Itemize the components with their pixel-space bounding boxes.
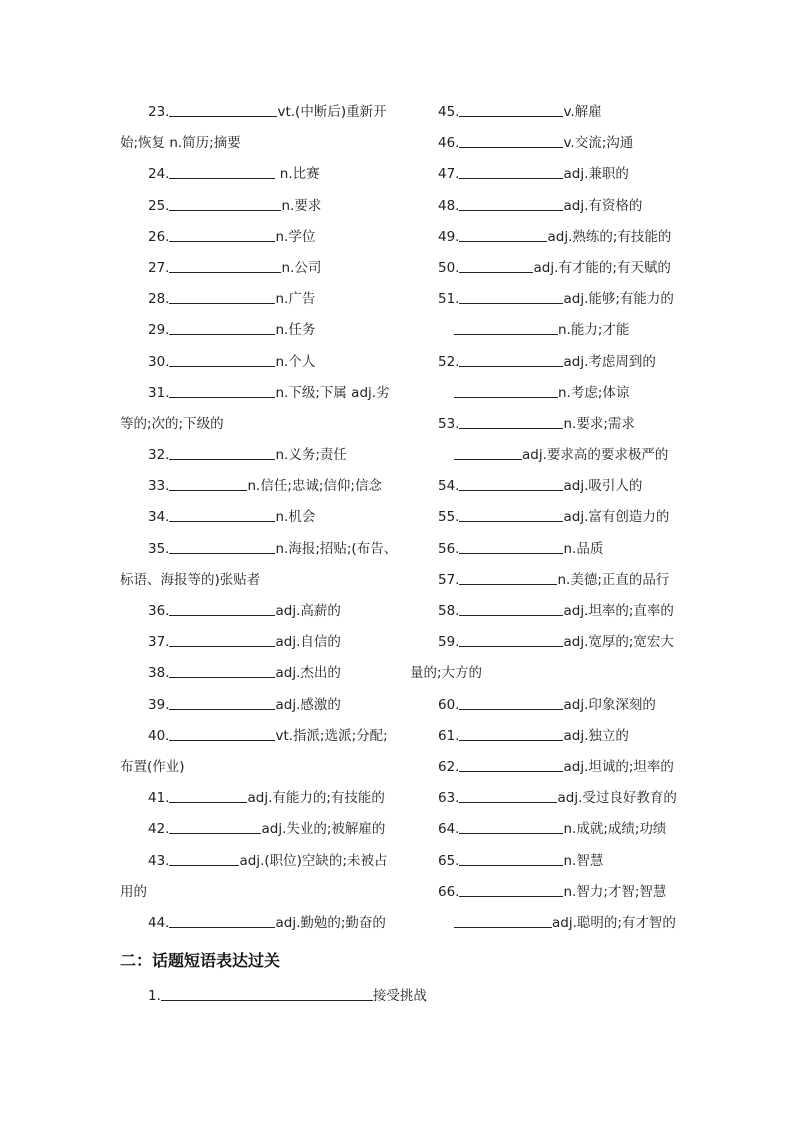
item-number: 44. bbox=[148, 914, 170, 931]
vocab-item bbox=[410, 569, 680, 600]
answer-blank[interactable] bbox=[169, 913, 275, 928]
vocab-item bbox=[410, 818, 680, 849]
item-meaning: n.信任;忠诚;信仰;信念 bbox=[247, 478, 382, 495]
answer-blank[interactable] bbox=[169, 476, 247, 491]
vocab-text-continuation bbox=[120, 756, 390, 787]
vocab-item bbox=[410, 881, 680, 912]
vocab-item-continuation bbox=[410, 912, 680, 943]
vocab-item-continuation bbox=[410, 382, 680, 413]
item-number: 46. bbox=[438, 135, 460, 152]
vocab-item bbox=[120, 101, 390, 132]
answer-blank[interactable] bbox=[459, 507, 563, 522]
item-number: 47. bbox=[438, 166, 460, 183]
answer-blank[interactable] bbox=[454, 445, 522, 460]
item-meaning: n.海报;招贴;(布告、 bbox=[275, 540, 398, 557]
item-meaning: adj.自信的 bbox=[275, 634, 341, 651]
vocab-item bbox=[410, 257, 680, 288]
item-meaning: adj.宽厚的;宽宏大 bbox=[563, 634, 674, 651]
item-meaning: 布置(作业) bbox=[120, 758, 185, 775]
item-number: 37. bbox=[148, 634, 170, 651]
item-meaning: 用的 bbox=[120, 883, 147, 900]
item-meaning: v.解雇 bbox=[563, 104, 602, 120]
item-meaning: adj.高薪的 bbox=[275, 603, 341, 619]
vocab-column-left bbox=[120, 101, 398, 943]
vocab-item bbox=[120, 725, 390, 756]
vocab-item bbox=[410, 475, 680, 506]
item-meaning: n.美德;正直的品行 bbox=[557, 571, 670, 588]
vocab-item-continuation bbox=[410, 444, 680, 475]
vocab-item bbox=[120, 257, 390, 288]
answer-blank[interactable] bbox=[459, 851, 563, 866]
item-meaning: adj.失业的;被解雇的 bbox=[261, 821, 386, 838]
answer-blank[interactable] bbox=[169, 352, 275, 367]
vocab-item bbox=[120, 444, 390, 475]
answer-blank[interactable] bbox=[169, 663, 275, 678]
vocab-item bbox=[120, 662, 390, 693]
answer-blank[interactable] bbox=[169, 258, 281, 273]
answer-blank[interactable] bbox=[459, 289, 563, 304]
item-meaning: adj.兼职的 bbox=[563, 166, 629, 183]
item-meaning: n.公司 bbox=[281, 259, 322, 276]
item-number: 53. bbox=[438, 415, 460, 432]
item-number: 38. bbox=[148, 665, 170, 682]
item-number: 51. bbox=[438, 291, 460, 308]
vocab-text-continuation bbox=[120, 413, 390, 444]
vocab-item bbox=[120, 382, 390, 413]
answer-blank[interactable] bbox=[169, 695, 275, 710]
answer-blank[interactable] bbox=[169, 445, 275, 460]
vocab-item bbox=[410, 413, 680, 444]
answer-blank[interactable] bbox=[169, 507, 275, 522]
vocab-item bbox=[410, 787, 680, 818]
item-meaning: n.比赛 bbox=[275, 166, 320, 183]
vocab-item bbox=[410, 600, 680, 631]
answer-blank[interactable] bbox=[169, 539, 275, 554]
item-number: 57. bbox=[438, 571, 460, 588]
item-meaning: n.智力;才智;智慧 bbox=[563, 883, 667, 900]
item-number: 42. bbox=[148, 821, 170, 838]
item-meaning: adj.吸引人的 bbox=[563, 478, 643, 495]
item-number: 62. bbox=[438, 758, 460, 775]
vocab-item bbox=[120, 195, 390, 226]
item-number: 63. bbox=[438, 790, 460, 807]
vocab-item bbox=[120, 475, 390, 506]
item-meaning: vt.指派;选派;分配; bbox=[275, 727, 388, 744]
vocab-item bbox=[120, 818, 390, 849]
item-number: 28. bbox=[148, 291, 170, 308]
item-number: 45. bbox=[438, 104, 460, 120]
vocab-item bbox=[120, 600, 390, 631]
item-number: 35. bbox=[148, 540, 170, 557]
item-number: 26. bbox=[148, 228, 170, 245]
answer-blank[interactable] bbox=[169, 726, 275, 741]
item-meaning: n.要求 bbox=[281, 197, 322, 214]
item-number: 59. bbox=[438, 634, 460, 651]
answer-blank[interactable] bbox=[459, 476, 563, 491]
item-meaning: adj.独立的 bbox=[563, 727, 629, 744]
answer-blank[interactable] bbox=[169, 102, 277, 117]
item-meaning: n.要求;需求 bbox=[563, 415, 635, 432]
item-number: 55. bbox=[438, 509, 460, 526]
item-meaning: adj.要求高的要求极严的 bbox=[522, 447, 669, 464]
answer-blank[interactable] bbox=[459, 133, 563, 148]
item-meaning: 量的;大方的 bbox=[410, 665, 483, 682]
item-meaning: v.交流;沟通 bbox=[563, 135, 634, 152]
item-meaning: n.机会 bbox=[275, 509, 316, 526]
answer-blank[interactable] bbox=[169, 320, 275, 335]
item-meaning: adj.坦率的;直率的 bbox=[563, 603, 674, 619]
item-number: 56. bbox=[438, 540, 460, 557]
answer-blank[interactable] bbox=[459, 227, 547, 242]
item-meaning: n.能力;才能 bbox=[558, 322, 630, 339]
answer-blank[interactable] bbox=[169, 164, 275, 179]
item-number: 27. bbox=[148, 259, 170, 276]
item-number: 41. bbox=[148, 790, 170, 807]
vocab-item bbox=[410, 226, 680, 257]
item-number: 29. bbox=[148, 322, 170, 339]
answer-blank[interactable] bbox=[454, 320, 558, 335]
item-number: 25. bbox=[148, 197, 170, 214]
answer-blank[interactable] bbox=[459, 882, 563, 897]
answer-blank[interactable] bbox=[459, 788, 557, 803]
vocab-item bbox=[120, 506, 390, 537]
item-meaning: adj.聪明的;有才智的 bbox=[552, 914, 676, 931]
answer-blank[interactable] bbox=[459, 102, 563, 117]
answer-blank[interactable] bbox=[459, 695, 563, 710]
item-meaning: adj.感激的 bbox=[275, 696, 341, 713]
vocab-item bbox=[410, 195, 680, 226]
vocab-item bbox=[410, 163, 680, 194]
vocab-item bbox=[120, 226, 390, 257]
vocab-item bbox=[120, 163, 390, 194]
vocab-text-continuation bbox=[120, 569, 390, 600]
vocab-item-continuation bbox=[410, 319, 680, 350]
item-meaning: n.任务 bbox=[275, 322, 316, 339]
item-meaning: adj.(职位)空缺的;未被占 bbox=[239, 852, 388, 869]
item-number: 61. bbox=[438, 727, 460, 744]
item-meaning: adj.富有创造力的 bbox=[563, 509, 670, 526]
item-meaning: n.成就;成绩;功绩 bbox=[563, 821, 667, 838]
item-number: 49. bbox=[438, 228, 460, 245]
answer-blank[interactable] bbox=[459, 632, 563, 647]
item-meaning: adj.杰出的 bbox=[275, 665, 341, 682]
item-number: 65. bbox=[438, 852, 460, 869]
item-meaning: n.智慧 bbox=[563, 852, 604, 869]
item-number: 48. bbox=[438, 197, 460, 214]
item-number: 50. bbox=[438, 259, 460, 276]
item-number: 58. bbox=[438, 603, 460, 619]
item-number: 32. bbox=[148, 447, 170, 464]
item-number: 31. bbox=[148, 384, 170, 401]
answer-blank[interactable] bbox=[459, 258, 533, 273]
answer-blank[interactable] bbox=[459, 726, 563, 741]
item-number: 40. bbox=[148, 727, 170, 744]
item-meaning: adj.能够;有能力的 bbox=[563, 291, 674, 308]
vocab-item bbox=[410, 631, 680, 662]
item-number: 39. bbox=[148, 696, 170, 713]
item-meaning: adj.有资格的 bbox=[563, 197, 643, 214]
vocab-item bbox=[410, 756, 680, 787]
item-number: 36. bbox=[148, 603, 170, 619]
vocab-item bbox=[120, 319, 390, 350]
vocab-item bbox=[410, 725, 680, 756]
item-number: 66. bbox=[438, 883, 460, 900]
vocab-item bbox=[120, 694, 390, 725]
item-meaning: n.义务;责任 bbox=[275, 447, 347, 464]
item-number: 23. bbox=[148, 104, 170, 120]
vocab-item bbox=[410, 101, 680, 132]
item-meaning: 标语、海报等的)张贴者 bbox=[120, 571, 261, 588]
answer-blank[interactable] bbox=[459, 601, 563, 616]
item-number: 33. bbox=[148, 478, 170, 495]
item-number: 64. bbox=[438, 821, 460, 838]
item-meaning: n.广告 bbox=[275, 291, 316, 308]
vocab-item bbox=[120, 538, 398, 569]
item-meaning: adj.有能力的;有技能的 bbox=[247, 790, 385, 807]
answer-blank[interactable] bbox=[459, 352, 563, 367]
item-meaning: 始;恢复 n.简历;摘要 bbox=[120, 135, 241, 152]
vocab-item bbox=[410, 288, 680, 319]
vocab-item bbox=[120, 288, 390, 319]
item-meaning: n.品质 bbox=[563, 540, 604, 557]
item-meaning: n.考虑;体谅 bbox=[558, 384, 630, 401]
item-meaning: adj.勤勉的;勤奋的 bbox=[275, 914, 386, 931]
answer-blank[interactable] bbox=[459, 196, 563, 211]
answer-blank[interactable] bbox=[459, 414, 563, 429]
vocab-item bbox=[410, 132, 680, 163]
answer-blank[interactable] bbox=[459, 757, 563, 772]
item-meaning: n.个人 bbox=[275, 353, 316, 370]
answer-blank[interactable] bbox=[169, 227, 275, 242]
item-meaning: adj.有才能的;有天赋的 bbox=[533, 259, 671, 276]
answer-blank[interactable] bbox=[169, 819, 261, 834]
answer-blank[interactable] bbox=[161, 986, 373, 1001]
item-meaning: adj.坦诚的;坦率的 bbox=[563, 758, 674, 775]
item-number: 30. bbox=[148, 353, 170, 370]
section-title: 二：话题短语表达过关 bbox=[120, 951, 281, 970]
vocab-item bbox=[410, 538, 680, 569]
answer-blank[interactable] bbox=[459, 164, 563, 179]
vocab-item bbox=[410, 694, 680, 725]
vocab-item bbox=[410, 506, 680, 537]
answer-blank[interactable] bbox=[169, 289, 275, 304]
item-meaning: n.学位 bbox=[275, 228, 316, 245]
item-number: 60. bbox=[438, 696, 460, 713]
item-meaning: adj.受过良好教育的 bbox=[557, 790, 677, 807]
phrase-meaning: 接受挑战 bbox=[372, 988, 427, 1004]
item-meaning: n.下级;下属 adj.劣 bbox=[275, 384, 390, 401]
vocab-item bbox=[120, 787, 390, 818]
answer-blank[interactable] bbox=[169, 788, 247, 803]
vocab-column-right bbox=[410, 101, 680, 943]
item-meaning: vt.(中断后)重新开 bbox=[277, 104, 387, 120]
answer-blank[interactable] bbox=[169, 601, 275, 616]
phrase-number: 1. bbox=[148, 988, 161, 1004]
item-number: 43. bbox=[148, 852, 170, 869]
item-number: 24. bbox=[148, 166, 170, 183]
answer-blank[interactable] bbox=[459, 570, 557, 585]
vocab-text-continuation bbox=[120, 132, 390, 163]
vocab-item bbox=[120, 850, 390, 881]
vocab-item bbox=[410, 850, 680, 881]
vocab-item bbox=[120, 351, 390, 382]
vocab-item bbox=[120, 631, 390, 662]
answer-blank[interactable] bbox=[454, 913, 552, 928]
answer-blank[interactable] bbox=[459, 819, 563, 834]
answer-blank[interactable] bbox=[169, 196, 281, 211]
answer-blank[interactable] bbox=[169, 383, 275, 398]
phrase-item bbox=[148, 985, 427, 1008]
answer-blank[interactable] bbox=[459, 539, 563, 554]
vocab-text-continuation bbox=[410, 662, 680, 693]
vocab-text-continuation bbox=[120, 881, 390, 912]
item-number: 54. bbox=[438, 478, 460, 495]
item-meaning: adj.印象深刻的 bbox=[563, 696, 656, 713]
item-meaning: adj.熟练的;有技能的 bbox=[547, 228, 672, 245]
item-meaning: 等的;次的;下级的 bbox=[120, 415, 224, 432]
item-number: 34. bbox=[148, 509, 170, 526]
answer-blank[interactable] bbox=[169, 851, 239, 866]
vocab-item bbox=[120, 912, 390, 943]
item-number: 52. bbox=[438, 353, 460, 370]
answer-blank[interactable] bbox=[454, 383, 558, 398]
answer-blank[interactable] bbox=[169, 632, 275, 647]
item-meaning: adj.考虑周到的 bbox=[563, 353, 656, 370]
vocab-item bbox=[410, 351, 680, 382]
